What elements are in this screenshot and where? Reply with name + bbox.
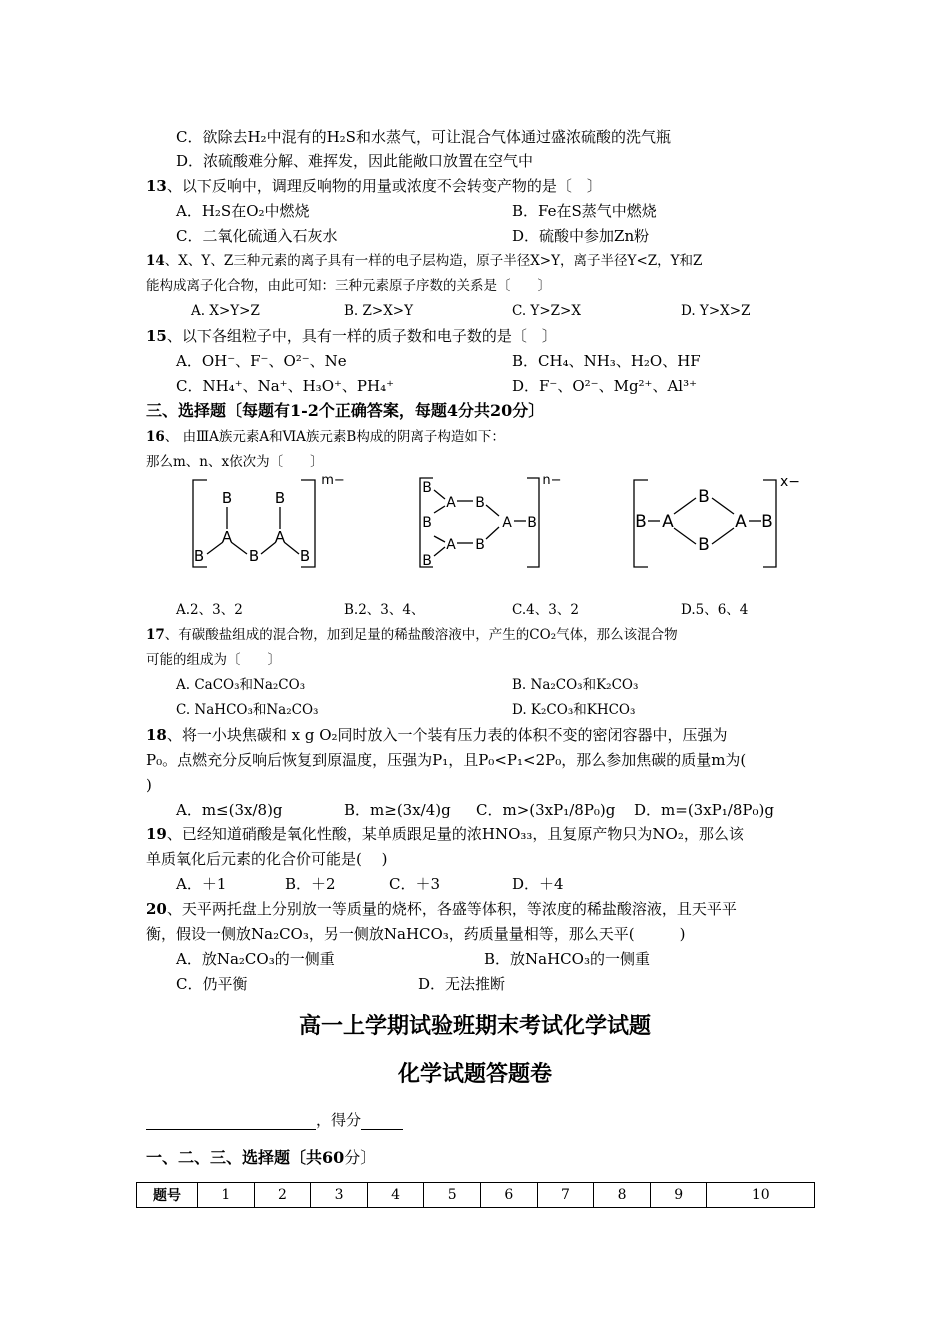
q18-option-d: D．m=(3xP₁/8P₀)g <box>634 801 774 819</box>
q15-option-b: B．CH₄、NH₃、H₂O、HF <box>512 352 701 370</box>
atom-b: B <box>274 489 286 507</box>
anion-structure-2 <box>415 470 585 575</box>
table-cell: 7 <box>537 1183 594 1208</box>
atom-b: B <box>193 547 205 565</box>
table-cell: 1 <box>198 1183 255 1208</box>
q18-option-a: A．m≤(3x/8)g <box>176 801 283 819</box>
q16-option-b: B.2、3、4、 <box>344 602 425 618</box>
q20-option-c: C．仍平衡 <box>176 975 248 993</box>
atom-b: B <box>248 547 260 565</box>
q16-option-a: A.2、3、2 <box>176 602 243 618</box>
q20-option-d: D．无法推断 <box>418 975 506 993</box>
atom-a: A <box>274 528 286 546</box>
q19-option-c: C．＋3 <box>389 875 441 893</box>
table-row <box>137 1183 815 1208</box>
q15-option-d: D．F⁻、O²⁻、Mg²⁺、Al³⁺ <box>512 377 698 395</box>
table-cell: 3 <box>311 1183 368 1208</box>
q16-stem: 16、 由ⅢA族元素A和ⅥA族元素B构成的阴离子构造如下： <box>146 429 505 445</box>
q13-option-c: C．二氧化硫通入石灰水 <box>176 227 338 245</box>
q18-option-c: C．m>(3xP₁/8P₀)g <box>476 801 616 819</box>
atom-a: A <box>735 512 747 532</box>
table-cell: 6 <box>481 1183 538 1208</box>
q18-stem-line2: P₀。点燃充分反响后恢复到原温度，压强为P₁，且P₀<P₁<2P₀，那么参加焦碳的质量m为( <box>146 751 747 769</box>
charge-label: m− <box>321 473 345 488</box>
atom-b: B <box>698 487 710 507</box>
q16-option-d: D.5、6、4 <box>681 602 749 618</box>
q20-stem-line2: 衡，假设一侧放Na₂CO₃，另一侧放NaHCO₃，药质量量相等，那么天平( ) <box>146 925 686 943</box>
table-cell: 10 <box>707 1183 815 1208</box>
q14-stem-line2: 能构成离子化合物，由此可知：三种元素原子序数的关系是〔 〕 <box>146 278 551 294</box>
atom-b: B <box>635 512 647 532</box>
name-score-line: ，得分 <box>146 1110 403 1130</box>
q14-stem-line1: 14、X、Y、Z三种元素的离子具有一样的电子层构造，原子半径X>Y，离子半径Y<Z，Y和Z <box>146 253 703 269</box>
table-cell: 8 <box>594 1183 651 1208</box>
q14-option-a: A. X>Y>Z <box>191 303 260 319</box>
table-cell: 9 <box>650 1183 707 1208</box>
q13-stem: 13、以下反响中，调理反响物的用量或浓度不会转变产物的是〔 〕 <box>146 177 602 195</box>
atom-a: A <box>662 512 674 532</box>
q13-option-b: B．Fe在S蒸气中燃烧 <box>512 202 657 220</box>
atom-b: B <box>475 495 485 511</box>
atom-a: A <box>446 537 456 553</box>
atom-b: B <box>299 547 311 565</box>
q19-stem-line2: 单质氧化后元素的化合价可能是( ) <box>146 850 388 868</box>
answer-section-heading: 一、二、三、选择题〔共60分〕 <box>146 1148 377 1167</box>
q14-option-d: D. Y>X>Z <box>681 303 751 319</box>
table-cell: 2 <box>254 1183 311 1208</box>
charge-label: n− <box>542 473 562 488</box>
page-subtitle: 化学试题答题卷 <box>397 1061 552 1087</box>
name-blank[interactable] <box>146 1113 316 1130</box>
atom-b: B <box>221 489 233 507</box>
atom-b: B <box>422 515 432 531</box>
q20-stem-line1: 20、天平两托盘上分别放一等质量的烧杯，各盛等体积，等浓度的稀盐酸溶液，且天平平 <box>146 900 737 918</box>
q13-option-d: D．硫酸中参加Zn粉 <box>512 227 650 245</box>
q12-option-c: C．欲除去H₂中混有的H₂S和水蒸气，可让混合气体通过盛浓硫酸的洗气瓶 <box>176 128 671 146</box>
answer-table <box>136 1182 815 1208</box>
charge-label: x− <box>779 474 801 490</box>
atom-a: A <box>446 495 456 511</box>
q13-option-a: A．H₂S在O₂中燃烧 <box>176 202 310 220</box>
page-title: 高一上学期试验班期末考试化学试题 <box>298 1013 651 1039</box>
atom-a: A <box>221 528 233 546</box>
atom-b: B <box>698 535 710 555</box>
q17-stem-line1: 17、有碳酸盐组成的混合物，加到足量的稀盐酸溶液中，产生的CO₂气体，那么该混合物 <box>146 627 678 643</box>
q15-option-c: C．NH₄⁺、Na⁺、H₃O⁺、PH₄⁺ <box>176 377 395 395</box>
q18-option-b: B．m≥(3x/4)g <box>344 801 451 819</box>
atom-b: B <box>422 480 432 496</box>
atom-b: B <box>475 537 485 553</box>
q17-option-b: B. Na₂CO₃和K₂CO₃ <box>512 677 639 693</box>
q17-option-c: C. NaHCO₃和Na₂CO₃ <box>176 702 319 718</box>
atom-a: A <box>502 515 512 531</box>
q15-option-a: A．OH⁻、F⁻、O²⁻、Ne <box>176 352 347 370</box>
atom-b: B <box>527 515 537 531</box>
q16-option-c: C.4、3、2 <box>512 602 579 618</box>
q12-option-d: D．浓硫酸难分解、难挥发，因此能敞口放置在空气中 <box>176 152 534 170</box>
q14-option-c: C. Y>Z>X <box>512 303 581 319</box>
q17-stem-line2: 可能的组成为〔 〕 <box>146 652 281 668</box>
atom-b: B <box>422 553 432 569</box>
q19-stem-line1: 19、已经知道硝酸是氧化性酸，某单质跟足量的浓HNO₃₃，且复原产物只为NO₂，那么该 <box>146 825 744 843</box>
q16-stem-line2: 那么m、n、x依次为〔 〕 <box>146 454 324 470</box>
table-header-cell: 题号 <box>137 1183 198 1208</box>
anion-structure-3 <box>628 470 808 575</box>
q17-option-a: A. CaCO₃和Na₂CO₃ <box>176 677 306 693</box>
q18-stem-line1: 18、将一小块焦碳和 x g O₂同时放入一个装有压力表的体积不变的密闭容器中，压强为 <box>146 726 728 744</box>
q20-option-b: B．放NaHCO₃的一侧重 <box>484 950 650 968</box>
q19-option-b: B．＋2 <box>285 875 336 893</box>
q19-option-d: D．＋4 <box>512 875 564 893</box>
anion-structure-1 <box>185 470 355 575</box>
q15-stem: 15、以下各组粒子中，具有一样的质子数和电子数的是〔 〕 <box>146 327 557 345</box>
q14-option-b: B. Z>X>Y <box>344 303 414 319</box>
q20-option-a: A．放Na₂CO₃的一侧重 <box>176 950 335 968</box>
q19-option-a: A．＋1 <box>176 875 227 893</box>
table-cell: 4 <box>367 1183 424 1208</box>
q17-option-d: D. K₂CO₃和KHCO₃ <box>512 702 636 718</box>
table-cell: 5 <box>424 1183 481 1208</box>
q18-stem-line3: ) <box>146 776 152 794</box>
section3-heading: 三、选择题〔每题有1-2个正确答案，每题4分共20分〕 <box>146 401 545 420</box>
score-blank[interactable] <box>361 1113 403 1130</box>
atom-b: B <box>761 512 773 532</box>
